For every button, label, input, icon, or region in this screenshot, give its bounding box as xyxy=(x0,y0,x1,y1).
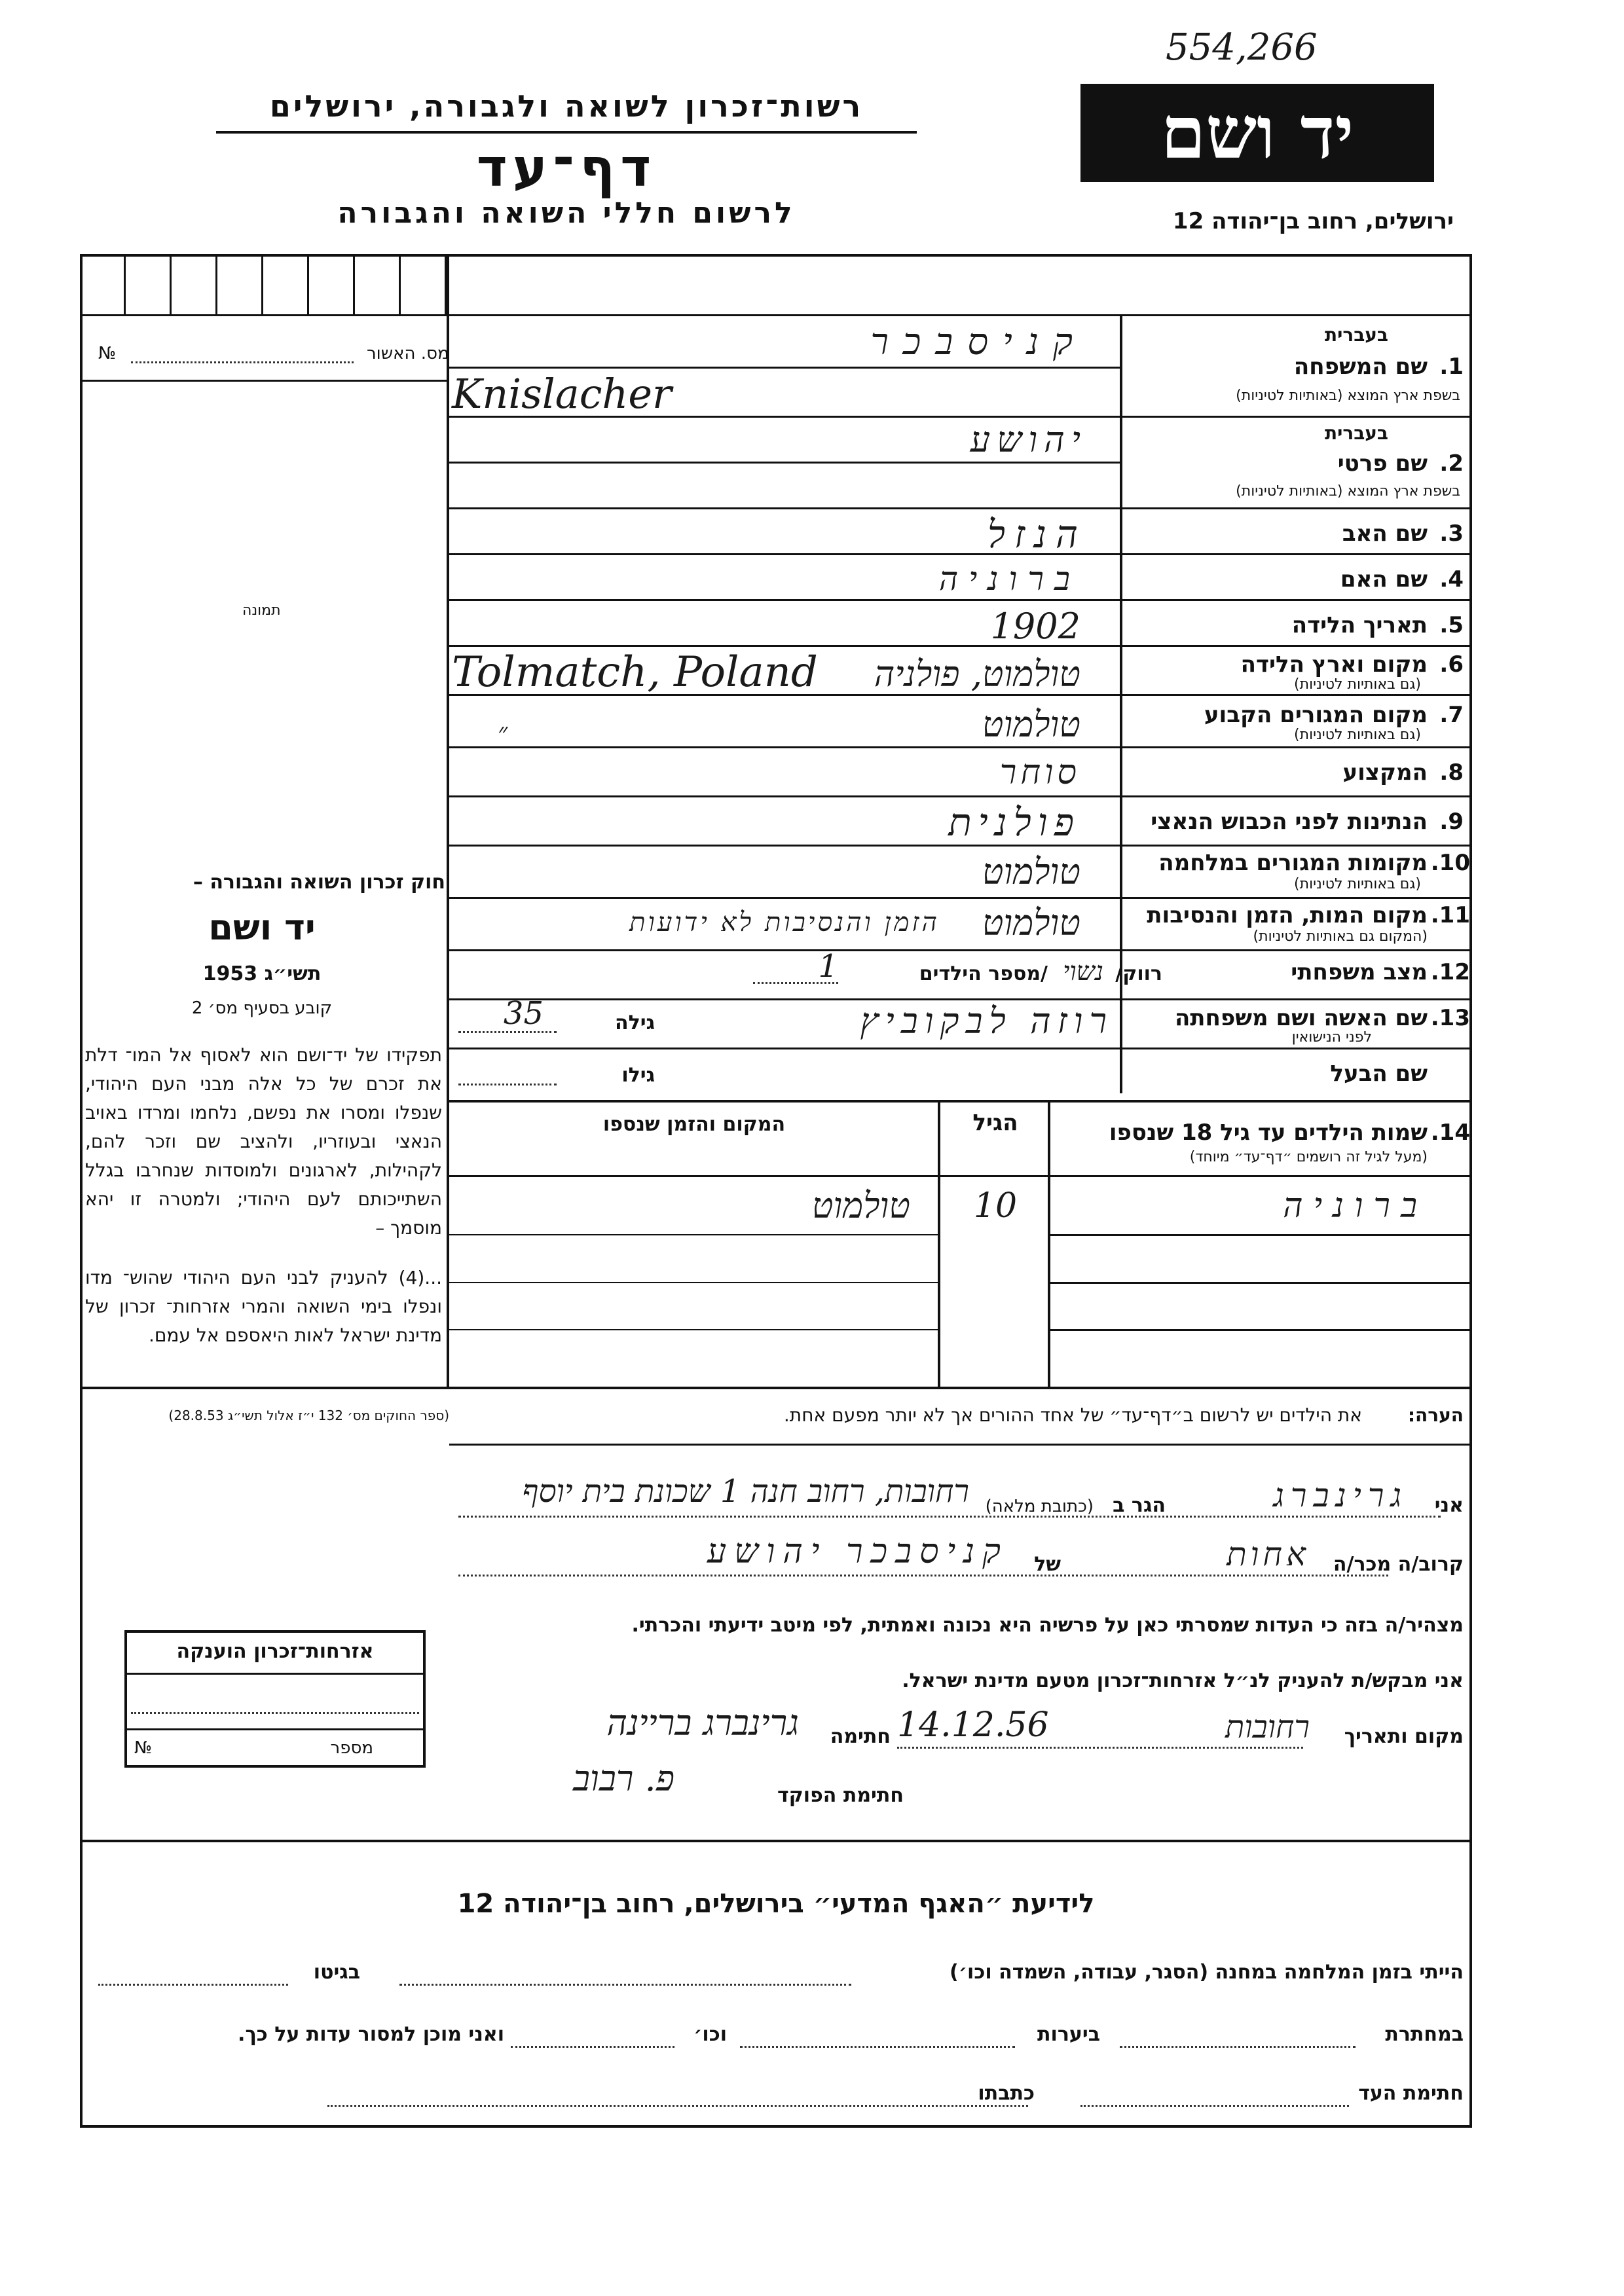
law-source: (ספר החוקים מס׳ 132 י״ז אלול תשי״ג 28.8.53) xyxy=(168,1408,449,1423)
field-12-children: 1 xyxy=(818,948,838,985)
decl-request: אני מבקש/ת להעניק לנ״ל אזרחות־זכרון מטעם מדינת ישראל. xyxy=(902,1669,1464,1692)
field-6-label: מקום וארץ הלידה xyxy=(1240,651,1428,678)
children-header-rule xyxy=(449,1175,1472,1177)
field-10-label: מקומות המגורים במלחמה xyxy=(1158,850,1428,876)
children-row-rule xyxy=(449,1234,938,1235)
decl-i-label: אני xyxy=(1434,1494,1464,1517)
decl-of-label: של xyxy=(1034,1553,1061,1576)
citizenship-box-rule-2 xyxy=(124,1728,426,1730)
field-3-label: שם האב xyxy=(1342,520,1428,547)
wife-age-line xyxy=(458,1031,557,1033)
children-age-header: הגיל xyxy=(972,1110,1018,1136)
field-1-value-latin: Knislacher xyxy=(452,370,672,418)
field-7-sub: (גם באותיות לטיניות) xyxy=(1294,727,1421,743)
row-rule xyxy=(449,367,1120,369)
husband-label: שם הבעל xyxy=(1330,1061,1428,1087)
field-12-value: נשוי xyxy=(1062,957,1103,987)
left-column-divider xyxy=(447,254,449,1387)
field-5-label: תאריך הלידה xyxy=(1291,612,1428,638)
row-rule xyxy=(449,949,1472,951)
note-top-rule xyxy=(80,1387,1472,1389)
children-row-rule xyxy=(1050,1329,1469,1331)
header-rule xyxy=(216,131,917,134)
field-8-label: המקצוע xyxy=(1342,759,1428,786)
field-1-value-hebrew: קניסבכר xyxy=(870,321,1087,363)
footer-line3-dots-a xyxy=(1080,2105,1349,2107)
children-place-header: המקום והזמן שנספו xyxy=(602,1113,786,1136)
decl-resides-label: הגר ב xyxy=(1113,1494,1166,1517)
decl-date-value: 14.12.56 xyxy=(897,1705,1049,1745)
field-11-label: מקום המות, הזמן והנסיבות xyxy=(1147,902,1428,928)
field-13-label: שם האשה ושם משפחתה xyxy=(1174,1005,1428,1031)
field-7-number: 7. xyxy=(1439,702,1464,728)
field-11-number: 11. xyxy=(1430,902,1470,928)
footer-line1-a: הייתי בזמן המלחמה במחנה (הסגר, עבודה, השמדה וכו׳) xyxy=(950,1961,1464,1984)
children-number: 14. xyxy=(1430,1120,1470,1146)
children-col-name xyxy=(1048,1100,1050,1388)
approval-no-mark: № xyxy=(98,344,117,363)
field-1-number: 1. xyxy=(1439,354,1464,380)
citizenship-box-rule xyxy=(124,1673,426,1675)
decl-official-value: פ. רבוב xyxy=(572,1758,674,1799)
children-table-top xyxy=(449,1100,1472,1102)
footer-line1-dots-a xyxy=(399,1984,851,1986)
children-count-line xyxy=(753,982,838,984)
row-rule xyxy=(449,1048,1472,1049)
field-2-number: 2. xyxy=(1439,450,1464,477)
footer-line2-dots-c xyxy=(511,2046,674,2048)
field-4-label: שם האם xyxy=(1340,566,1428,592)
field-13-value: רוזה לבקוביץ xyxy=(860,1000,1113,1042)
field-10-sub: (גם באותיות לטיניות) xyxy=(1294,876,1421,892)
field-1-sub: בשפת ארץ המוצא (באותיות לטיניות) xyxy=(1236,388,1460,404)
footer-rule xyxy=(80,1840,1472,1842)
law-name: יד ושם xyxy=(208,907,316,948)
logo-text: יד ושם xyxy=(1160,90,1354,175)
field-10-number: 10. xyxy=(1430,850,1470,876)
children-label: שמות הילדים עד גיל 18 שנספו xyxy=(1109,1120,1428,1146)
footer-line3-dots-b xyxy=(327,2105,1028,2107)
decl-full-address: (כתובת מלאה) xyxy=(985,1497,1094,1516)
children-row-rule xyxy=(449,1282,938,1283)
field-6-sub: (גם באותיות לטיניות) xyxy=(1294,676,1421,693)
approval-label: מס. האשור xyxy=(367,344,449,363)
row-rule xyxy=(449,599,1472,601)
decl-date-line xyxy=(897,1747,1303,1749)
footer-line2-d: ואני מוכן למסור עדות על כך. xyxy=(238,2023,504,2046)
field-6-value: טולמוט, פולניה xyxy=(874,653,1080,695)
field-13-number: 13. xyxy=(1430,1005,1470,1031)
field-11-sub: (המקום גם באותיות לטיניות) xyxy=(1253,928,1428,945)
child-1-place: טולמוט xyxy=(811,1185,910,1226)
decl-place-value: רחובות xyxy=(1225,1709,1310,1745)
decl-relative-label: קרוב/ה מכר/ה xyxy=(1333,1553,1464,1576)
field-11-value: טולמוט xyxy=(982,902,1080,943)
field-9-label: הנתינות לפני הכבוש הנאצי xyxy=(1151,809,1428,835)
field-7-value-latin: ״ xyxy=(498,718,508,748)
row-rule xyxy=(449,897,1472,899)
citizenship-box-line xyxy=(131,1712,419,1714)
field-13-age: 35 xyxy=(503,995,544,1032)
children-sub: (מעל לגיל זה רושמים ״דף־עד״ מיוחד) xyxy=(1189,1149,1428,1165)
citizenship-box-title: אזרחות־זכרון הוענקה xyxy=(176,1640,374,1663)
field-8-number: 8. xyxy=(1439,759,1464,786)
top-row-rule xyxy=(80,314,1472,316)
field-12-number: 12. xyxy=(1430,959,1470,985)
field-12-children-label: /מספר הילדים xyxy=(919,962,1048,985)
field-12-prefix: רווק/ xyxy=(1115,962,1162,985)
authority-title: רשות־זכרון לשואה ולגבורה, ירושלים xyxy=(269,88,864,124)
husband-age-line xyxy=(458,1084,557,1085)
decl-place-date-label: מקום ותאריך xyxy=(1344,1725,1464,1748)
decl-signature-value: גרינברג בריינה xyxy=(606,1702,799,1743)
field-3-number: 3. xyxy=(1439,520,1464,547)
approval-line xyxy=(131,361,354,363)
footer-line2-dots-b xyxy=(740,2046,1015,2048)
child-1-name: ברוניה xyxy=(1283,1186,1428,1226)
decl-address-line xyxy=(458,1516,1441,1518)
yad-vashem-logo xyxy=(1080,84,1434,182)
footer-line2-b: ביערות xyxy=(1037,2023,1100,2046)
row-rule xyxy=(449,553,1472,555)
header-address: ירושלים, רחוב בן־יהודה 12 xyxy=(1172,208,1454,234)
field-6-number: 6. xyxy=(1439,651,1464,678)
field-10-value: טולמוט xyxy=(982,851,1080,892)
field-7-label: מקום המגורים הקבוע xyxy=(1204,702,1428,728)
law-text-1: תפקידו של יד־ושם הוא לאסוף אל המו־ דלת את זכרם של כל אלה מבני העם היהודי, שנפלו ומסרו את נפשם, נלחמו ומרדו באויב הנאצי ובעוזריו, ולהציב שם וזכר להם, לקהילות, לארגונים ולמוסדות שנחרבו בגלל השתייכותם לעם היהודי; ולמטרה זו יהא מוסמך – xyxy=(85,1044,442,1239)
footer-line3-b: כתבתו xyxy=(978,2082,1035,2105)
note-text: את הילדים יש לרשום ב״דף־עד״ של אחד ההורים אך לא יותר מפעם אחת. xyxy=(783,1404,1362,1426)
footer-line1-dots-b xyxy=(98,1984,288,1986)
children-row-rule xyxy=(1050,1282,1469,1284)
decl-signature-label: חתימה xyxy=(830,1725,891,1748)
children-col-age xyxy=(938,1100,940,1388)
decl-relation-value: אחות xyxy=(1227,1535,1310,1573)
field-1-hebrew-tag: בעברית xyxy=(1324,324,1388,346)
decl-of-value: קניסבכר יהושע xyxy=(707,1532,1008,1571)
field-12-label: מצב משפחתי xyxy=(1291,959,1428,985)
decl-statement: מצהיר/ה בזה כי העדות שמסרתי כאן על פרשיה היא נכונה ואמתית, לפי מיטב ידיעתי והכרתי. xyxy=(631,1614,1464,1637)
field-1-label: שם המשפחה xyxy=(1293,354,1428,380)
field-8-value: סוחר xyxy=(999,753,1080,792)
note-bottom-rule xyxy=(449,1444,1472,1446)
field-6-value-latin: Tolmatch, Poland xyxy=(452,648,818,697)
children-row-rule xyxy=(449,1329,938,1330)
citizenship-number-label: מספר xyxy=(330,1738,373,1758)
form-subtitle: לרשום חללי השואה והגבורה xyxy=(337,196,796,230)
field-4-value: ברוניה xyxy=(938,560,1080,598)
field-2-label: שם פרטי xyxy=(1337,450,1428,477)
footer-line2-dots-a xyxy=(1120,2046,1356,2048)
field-11-value-extra: הזמן והנסיבות לא ידועות xyxy=(629,907,940,938)
field-13-sub: לפני הנישואין xyxy=(1291,1029,1372,1046)
footer-line1-b: בגיטו xyxy=(313,1961,360,1984)
field-5-value: 1902 xyxy=(990,606,1080,647)
footer-title: לידיעת ״האגף המדעי״ בירושלים, רחוב בן־יהודה 12 xyxy=(457,1889,1095,1919)
field-2-sub: בשפת ארץ המוצא (באותיות לטיניות) xyxy=(1236,483,1460,500)
row-rule xyxy=(449,507,1472,509)
row-rule xyxy=(449,845,1472,847)
field-2-value-hebrew: יהושע xyxy=(970,419,1087,460)
decl-address-value: רחובות, רחוב חנה 1 שכונת בית יוסף xyxy=(522,1473,969,1510)
child-1-age: 10 xyxy=(973,1186,1018,1226)
law-clause: קובע בסעיף מס׳ 2 xyxy=(191,998,333,1018)
field-4-number: 4. xyxy=(1439,566,1464,592)
tick-boxes xyxy=(80,254,447,314)
citizenship-no-mark: № xyxy=(134,1738,153,1758)
field-3-value: הנזל xyxy=(987,512,1087,556)
note-label: הערה: xyxy=(1407,1404,1464,1426)
law-year: תשי״ג 1953 xyxy=(202,962,322,985)
decl-relative-line xyxy=(458,1575,1388,1576)
field-13-age-label: גילה xyxy=(615,1011,655,1034)
photo-label: תמונה xyxy=(242,602,281,619)
footer-line2-a: במחתרת xyxy=(1385,2023,1464,2046)
children-row-rule xyxy=(1050,1234,1469,1236)
law-text-2: ...(4) להעניק לבני העם היהודי שהוש־ מדו ונפלו בימי השואה והמרי אזרחות־ זכרון של מדינת ישראל לאות היאספם אל עמם. xyxy=(85,1267,442,1346)
reference-number: 554,266 xyxy=(1166,26,1318,69)
decl-i-value: גרינברג xyxy=(1273,1476,1408,1514)
footer-line3-a: חתימת העד xyxy=(1358,2082,1464,2105)
row-rule xyxy=(449,462,1120,464)
row-rule xyxy=(449,795,1472,797)
husband-age-label: גילו xyxy=(621,1064,655,1087)
row-rule xyxy=(449,746,1472,748)
field-9-number: 9. xyxy=(1439,809,1464,835)
field-2-hebrew-tag: בעברית xyxy=(1324,422,1388,444)
approval-rule xyxy=(80,380,447,382)
decl-official-label: חתימת הפוקד xyxy=(777,1784,904,1807)
field-5-number: 5. xyxy=(1439,612,1464,638)
form-title: דף־עד xyxy=(476,137,657,198)
field-9-value: פולנית xyxy=(948,800,1080,845)
row-rule xyxy=(449,645,1472,647)
footer-line2-c: וכו׳ xyxy=(693,2023,727,2046)
law-title: חוק זכרון השואה והגבורה – xyxy=(193,871,445,894)
field-7-value: טולמוט xyxy=(982,704,1080,745)
